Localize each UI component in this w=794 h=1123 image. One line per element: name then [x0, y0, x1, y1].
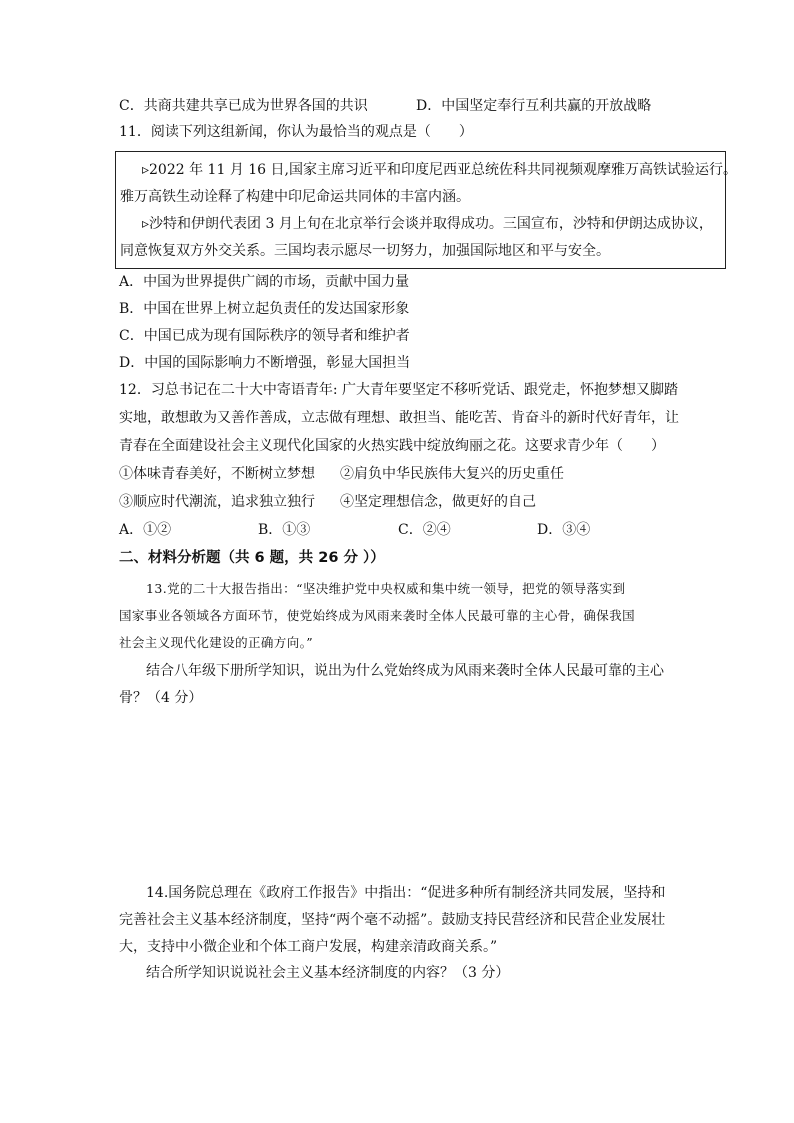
q10-option-c: C．共商共建共享已成为世界各国的共识 [119, 98, 368, 114]
q12-stem-line-1: 12．习总书记在二十大中寄语青年: 广大青年要坚定不移听党话、跟党走，怀抱梦想又脚踏 [119, 382, 678, 398]
q12-stem-line-2: 实地，敢想敢为又善作善成，立志做有理想、敢担当、能吃苦、肯奋斗的新时代好青年，让 [119, 410, 679, 426]
news-1-line-1: ▹2022 年 11 月 16 日,国家主席习近平和印度尼西亚总统佐科共同视频观摩雅万高铁试验运行。 [142, 162, 737, 178]
q11-option-c: C．中国已成为现有国际秩序的领导者和维护者 [119, 328, 410, 344]
q11-option-b: B．中国在世界上树立起负责任的发达国家形象 [119, 301, 410, 317]
q11-option-d: D．中国的国际影响力不断增强，彰显大国担当 [119, 355, 411, 371]
q11-option-a: A．中国为世界提供广阔的市场，贡献中国力量 [119, 274, 410, 290]
q12-stem-line-3: 青春在全面建设社会主义现代化国家的火热实践中绽放绚丽之花。这要求青少年（ ） [119, 438, 665, 454]
q12-item-3: ③顺应时代潮流，追求独立独行 [119, 494, 315, 510]
q13-quote-line-3: 社会主义现代化建设的正确方向。” [119, 635, 314, 650]
q14-text-line-2: 完善社会主义基本经济制度，坚持“两个毫不动摇”。鼓励支持民营经济和民营企业发展壮 [119, 912, 666, 928]
q14-text-line-3: 大，支持中小微企业和个体工商户发展，构建亲清政商关系。” [119, 939, 498, 955]
news-2-line-1: ▹沙特和伊朗代表团 3 月上旬在北京举行会谈并取得成功。三国宣布，沙特和伊朗达成协议， [142, 216, 713, 232]
q13-quote-line-1: 13.党的二十大报告指出：“坚决维护党中央权威和集中统一领导，把党的领导落实到 [146, 581, 626, 596]
q12-option-a: A．①② [119, 522, 172, 538]
q14-text-line-1: 14.国务院总理在《政府工作报告》中指出：“促进多种所有制经济共同发展，坚持和 [146, 885, 666, 901]
q14-ask: 结合所学知识说说社会主义基本经济制度的内容？（3 分） [146, 965, 510, 981]
q12-option-b: B．①③ [258, 522, 311, 538]
q12-option-d: D．③④ [537, 522, 591, 538]
section-heading: 二、材料分析题（共 6 题，共 26 分 ）） [119, 550, 385, 566]
news-1-line-2: 雅万高铁生动诠释了构建中印尼命运共同体的丰富内涵。 [120, 189, 470, 205]
q13-quote-line-2: 国家事业各领域各方面环节，使党始终成为风雨来袭时全体人民最可靠的主心骨，确保我国 [119, 608, 636, 623]
q12-item-2: ②肩负中华民族伟大复兴的历史重任 [340, 466, 564, 482]
q13-ask-line-2: 骨？（4 分） [119, 690, 203, 706]
q10-option-d: D．中国坚定奉行互利共赢的开放战略 [416, 98, 652, 114]
q12-option-c: C．②④ [398, 522, 451, 538]
q12-item-4: ④坚定理想信念，做更好的自己 [340, 494, 536, 510]
q13-ask-line-1: 结合八年级下册所学知识，说出为什么党始终成为风雨来袭时全体人民最可靠的主心 [146, 663, 664, 679]
news-box [115, 151, 737, 269]
q11-stem: 11．阅读下列这组新闻，你认为最恰当的观点是（ ） [119, 124, 473, 140]
q12-item-1: ①体味青春美好，不断树立梦想 [119, 466, 315, 482]
news-2-line-2: 同意恢复双方外交关系。三国均表示愿尽一切努力，加强国际地区和平与安全。 [120, 243, 610, 259]
